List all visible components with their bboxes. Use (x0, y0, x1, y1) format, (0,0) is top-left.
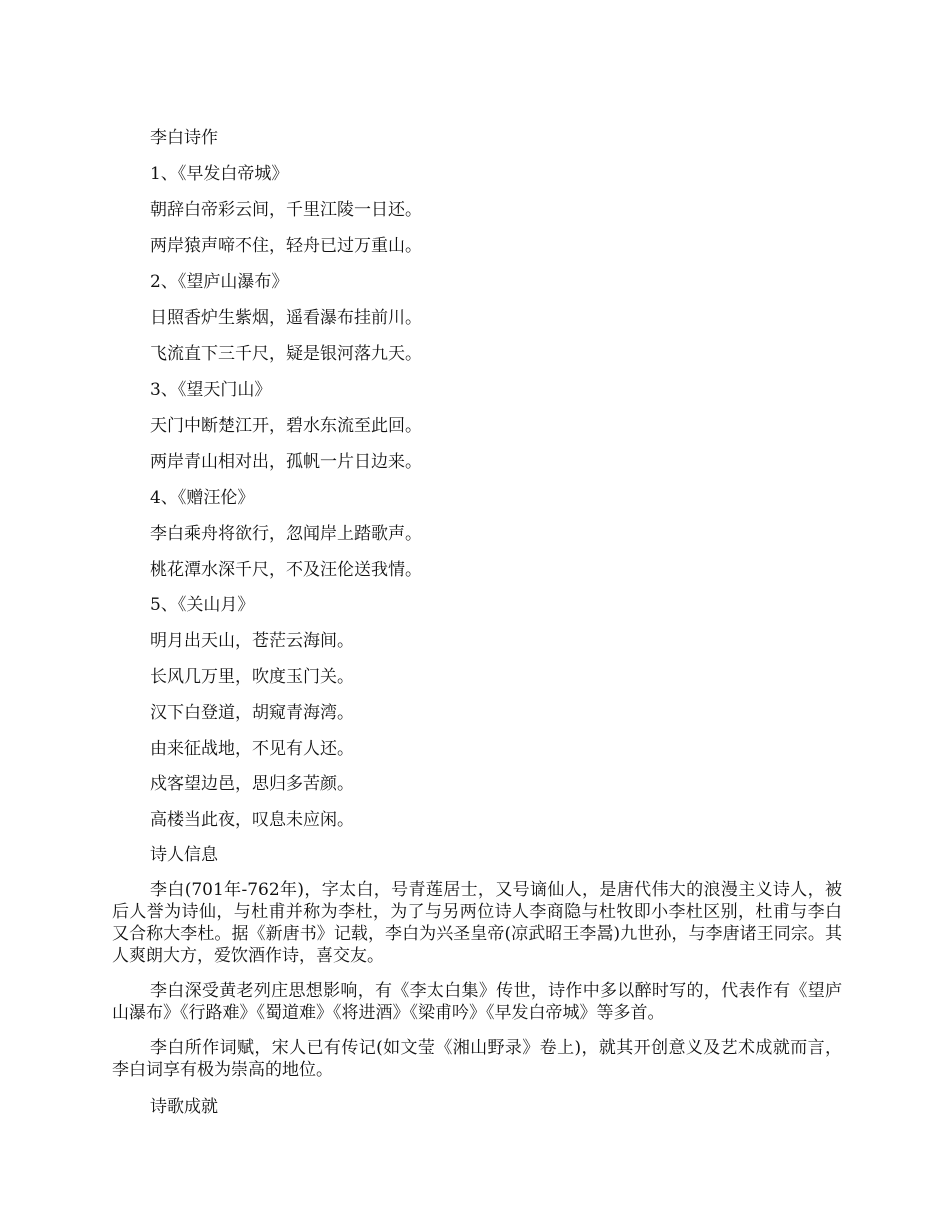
poem-line: 两岸青山相对出，孤帆一片日边来。 (150, 452, 422, 472)
poem-title: 2、《望庐山瀑布》 (150, 272, 289, 292)
poem-title: 5、《关山月》 (150, 595, 255, 615)
poem-line: 日照香炉生紫烟，遥看瀑布挂前川。 (150, 308, 422, 328)
poem-title: 1、《早发白帝城》 (150, 164, 289, 184)
poem-line: 戍客望边邑，思归多苦颜。 (150, 774, 354, 794)
poem-line: 明月出天山，苍茫云海间。 (150, 631, 354, 651)
poem-line: 桃花潭水深千尺，不及汪伦送我情。 (150, 560, 422, 580)
poem-line: 李白乘舟将欲行，忽闻岸上踏歌声。 (150, 524, 422, 544)
poem-line: 天门中断楚江开，碧水东流至此回。 (150, 416, 422, 436)
poem-line: 长风几万里，吹度玉门关。 (150, 667, 354, 687)
section-heading-poet-info: 诗人信息 (150, 845, 218, 865)
poem-line: 高楼当此夜，叹息未应闲。 (150, 810, 354, 830)
poem-title: 3、《望天门山》 (150, 380, 272, 400)
poem-line: 汉下白登道，胡窥青海湾。 (150, 703, 354, 723)
body-paragraph: 李白(701年-762年)，字太白，号青莲居士，又号谪仙人，是唐代伟大的浪漫主义诗人，被后人誉为诗仙，与杜甫并称为李杜，为了与另两位诗人李商隐与杜牧即小李杜区别，杜甫与李白又合称大李杜。据《新唐书》记载，李白为兴圣皇帝(凉武昭王李暠)九世孙，与李唐诸王同宗。其人爽朗大方，爱饮酒作诗，喜交友。 (112, 880, 842, 966)
poem-title: 4、《赠汪伦》 (150, 488, 255, 508)
body-paragraph: 李白深受黄老列庄思想影响，有《李太白集》传世，诗作中多以醉时写的，代表作有《望庐山瀑布》《行路难》《蜀道难》《将进酒》《梁甫吟》《早发白帝城》等多首。 (112, 981, 842, 1023)
poem-line: 朝辞白帝彩云间，千里江陵一日还。 (150, 200, 422, 220)
poem-line: 两岸猿声啼不住，轻舟已过万重山。 (150, 236, 422, 256)
poem-line: 飞流直下三千尺，疑是银河落九天。 (150, 344, 422, 364)
section-heading-achievements: 诗歌成就 (150, 1097, 218, 1117)
poem-line: 由来征战地，不见有人还。 (150, 739, 354, 759)
section-heading-poems: 李白诗作 (150, 128, 218, 148)
body-paragraph: 李白所作词赋，宋人已有传记(如文莹《湘山野录》卷上)，就其开创意义及艺术成就而言，李白词享有极为崇高的地位。 (112, 1038, 842, 1080)
